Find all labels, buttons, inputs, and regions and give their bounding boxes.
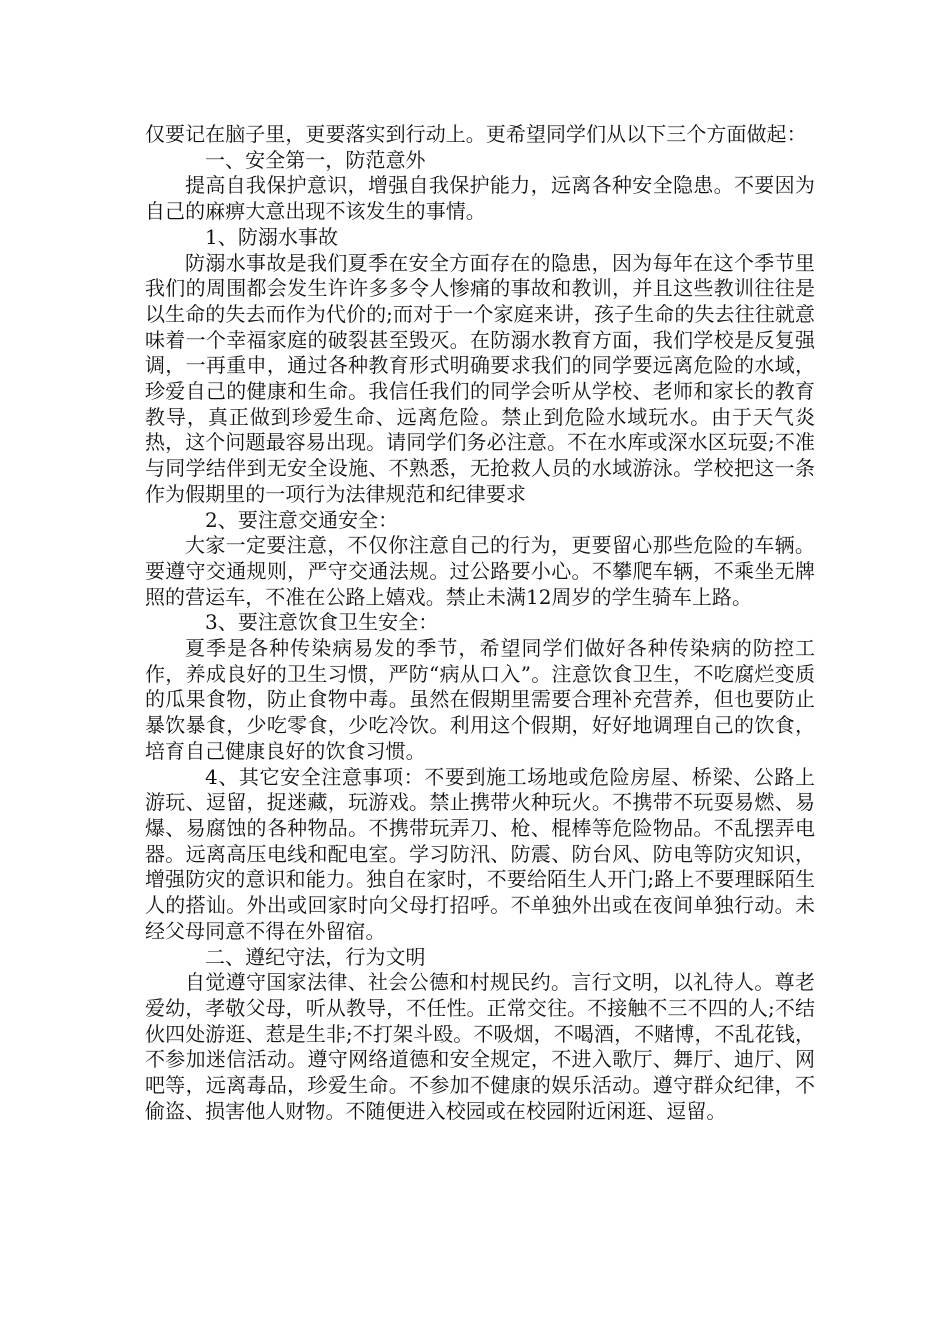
- document-page: [145, 122, 815, 1124]
- heading-safety-first: 一、安全第一，防范意外: [205, 147, 426, 172]
- paragraph-self-protection: 提高自我保护意识，增强自我保护能力，远离各种安全隐患。不要因为自己的麻痹大意出现不该发生的事情。: [145, 173, 815, 224]
- paragraph-law-abiding: 自觉遵守国家法律、社会公德和村规民约。言行文明，以礼待人。尊老爱幼，孝敬父母，听从教导，不任性。正常交往。不接触不三不四的人;不结伙四处游逛、惹是生非;不打架斗殴。不吸烟，不喝酒，不赌博，不乱花钱，不参加迷信活动。遵守网络道德和安全规定，不进入歌厅、舞厅、迪厅、网吧等，远离毒品，珍爱生命。不参加不健康的娱乐活动。遵守群众纪律，不偷盗、损害他人财物。不随便进入校园或在校园附近闲逛、逗留。: [145, 970, 815, 1123]
- heading-food-hygiene: 3、要注意饮食卫生安全：: [205, 610, 439, 635]
- heading-drowning-prevention: 1、防溺水事故: [205, 224, 339, 249]
- paragraph-drowning-prevention: 防溺水事故是我们夏季在安全方面存在的隐患，因为每年在这个季节里我们的周围都会发生许许多多令人惨痛的事故和教训，并且这些教训往往是以生命的失去而作为代价的;而对于一个家庭来讲，孩子生命的失去往往就意味着一个幸福家庭的破裂甚至毁灭。在防溺水教育方面，我们学校是反复强调，一再重申，通过各种教育形式明确要求我们的同学要远离危险的水域，珍爱自己的健康和生命。我信任我们的同学会听从学校、老师和家长的教育教导，真正做到珍爱生命、远离危险。禁止到危险水域玩水。由于天气炎热，这个问题最容易出现。请同学们务必注意。不在水库或深水区玩耍;不准与同学结伴到无安全设施、不熟悉，无抢救人员的水域游泳。学校把这一条作为假期里的一项行为法律规范和纪律要求: [145, 250, 815, 506]
- paragraph-food-hygiene: 夏季是各种传染病易发的季节，希望同学们做好各种传染病的防控工作，养成良好的卫生习惯，严防“病从口入”。注意饮食卫生，不吃腐烂变质的瓜果食物，防止食物中毒。虽然在假期里需要合理补充营养，但也要防止暴饮暴食，少吃零食，少吃冷饮。利用这个假期，好好地调理自己的饮食，培育自己健康良好的饮食习惯。: [145, 636, 815, 763]
- heading-law-abiding: 二、遵纪守法，行为文明: [205, 944, 426, 969]
- heading-traffic-safety: 2、要注意交通安全：: [205, 507, 399, 532]
- paragraph-intro-continued: 仅要记在脑子里，更要落实到行动上。更希望同学们从以下三个方面做起：: [145, 122, 807, 146]
- paragraph-other-safety: 4、其它安全注意事项：不要到施工场地或危险房屋、桥梁、公路上游玩、逗留，捉迷藏，玩游戏。禁止携带火种玩火。不携带不玩耍易燃、易爆、易腐蚀的各种物品。不携带玩弄刀、枪、棍棒等危险物品。不乱摆弄电器。远离高压电线和配电室。学习防汛、防震、防台风、防电等防灾知识，增强防灾的意识和能力。独自在家时，不要给陌生人开门;路上不要理睬陌生人的搭讪。外出或回家时向父母打招呼。不单独外出或在夜间单独行动。未经父母同意不得在外留宿。: [145, 764, 815, 943]
- paragraph-traffic-safety: 大家一定要注意，不仅你注意自己的行为，更要留心那些危险的车辆。要遵守交通规则，严守交通法规。过公路要小心。不攀爬车辆，不乘坐无牌照的营运车，不准在公路上嬉戏。禁止未满12周岁的学生骑车上路。: [145, 533, 815, 609]
